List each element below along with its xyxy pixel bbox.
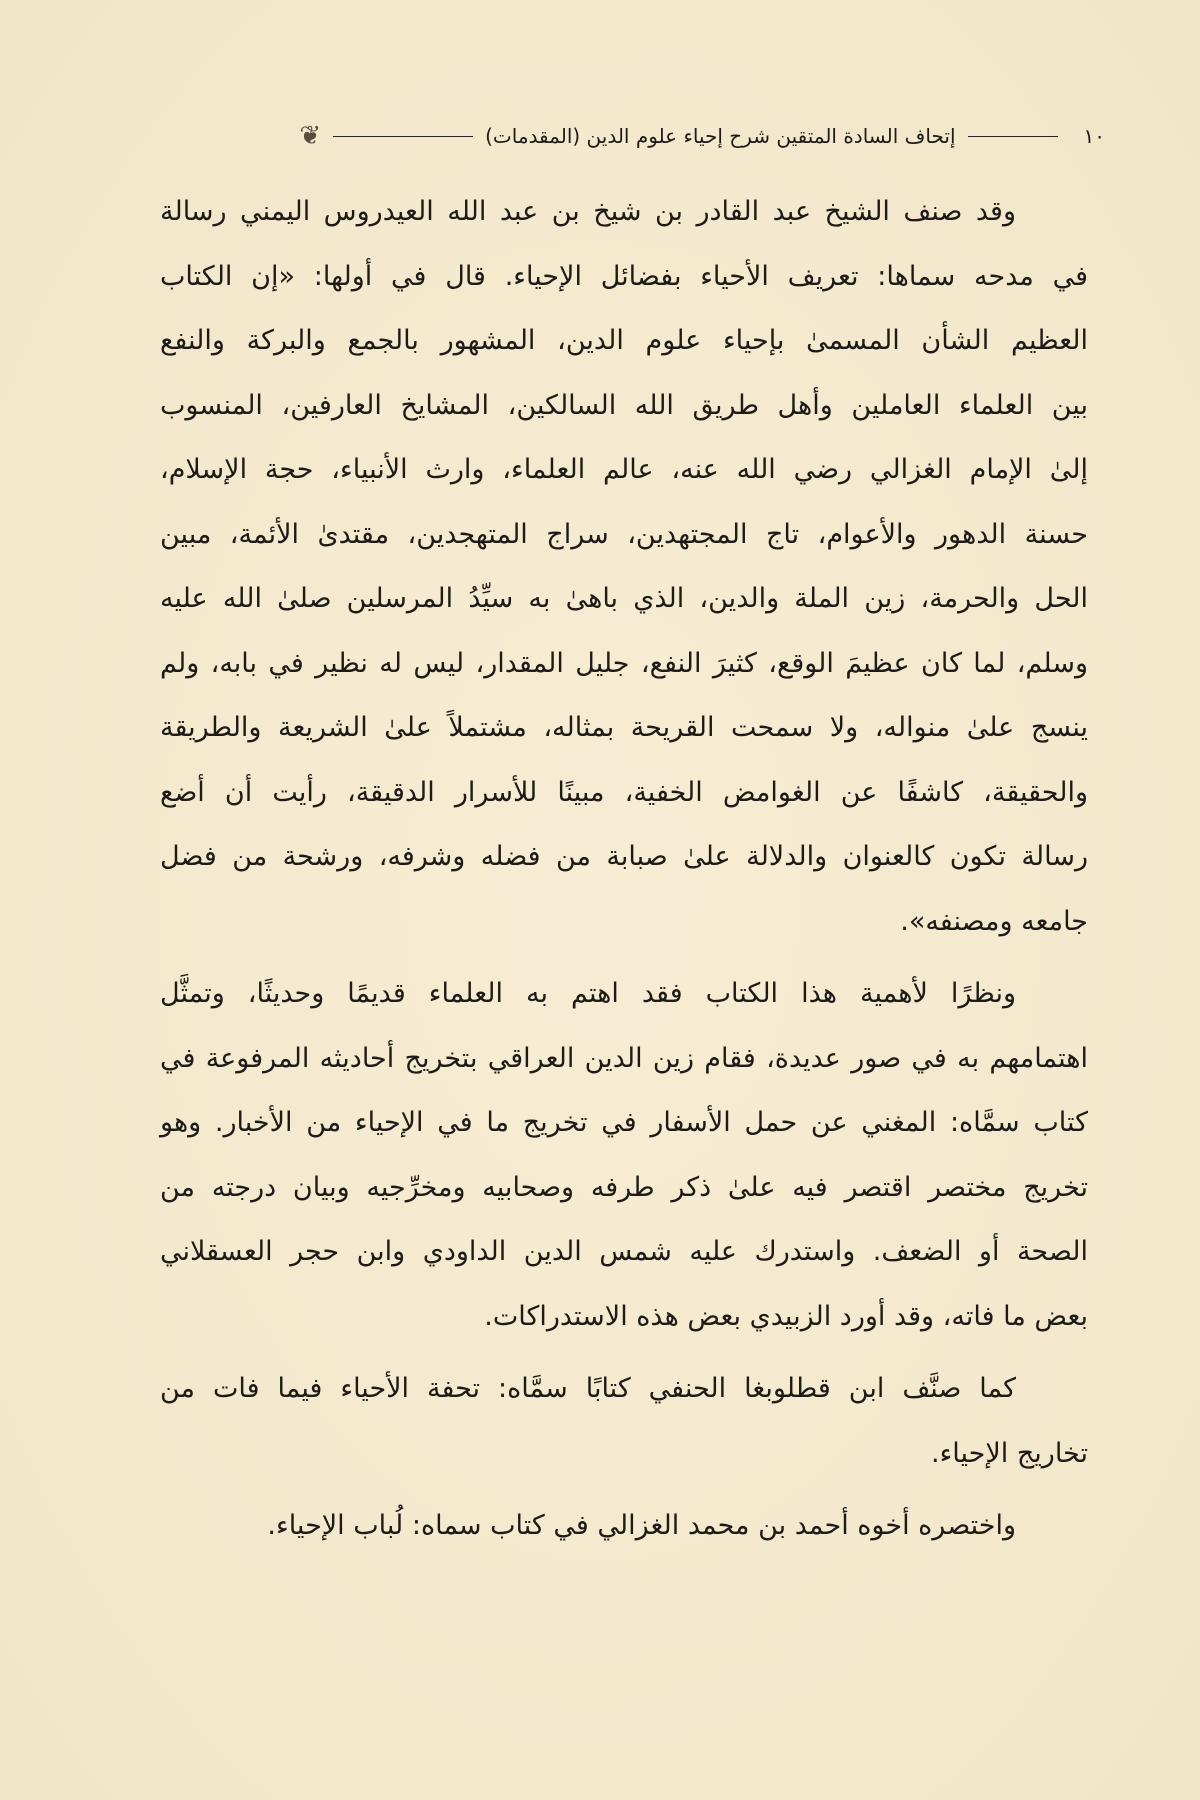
text-line: وقد صنف الشيخ عبد القادر بن شيخ بن عبد الله العيدروس اليمني رسالة: [160, 196, 1016, 227]
text-line: جامعه ومصنفه».: [900, 905, 1088, 937]
text-line: كما صنَّف ابن قطلوبغا الحنفي كتابًا سمَّاه: تحفة الأحياء فيما فات من: [160, 1373, 1016, 1404]
text-line: اهتمامهم به في صور عديدة، فقام زين الدين العراقي بتخريج أحاديثه المرفوعة في: [160, 1042, 1088, 1074]
text-line: بعض ما فاته، وقد أورد الزبيدي بعض هذه الاستدراكات.: [484, 1300, 1088, 1332]
text-line: تخريج مختصر اقتصر فيه علىٰ ذكر طرفه وصحابيه ومخرِّجيه وبيان درجته من: [160, 1171, 1088, 1203]
text-line: ينسج علىٰ منواله، ولا سمحت القريحة بمثاله، مشتملاً علىٰ الشريعة والطريقة: [160, 712, 1088, 743]
text-line: والحقيقة، كاشفًا عن الغوامض الخفية، مبينًا للأسرار الدقيقة، رأيت أن أضع: [160, 776, 1088, 808]
paragraph: [160, 180, 1088, 954]
paragraph-gap: [160, 1349, 1088, 1357]
text-line: بين العلماء العاملين وأهل طريق الله السالكين، المشايخ العارفين، المنسوب: [160, 389, 1088, 421]
text-line: في مدحه سماها: تعريف الأحياء بفضائل الإحياء. قال في أولها: «إن الكتاب: [160, 260, 1088, 292]
page-number: ١٠: [1083, 124, 1105, 148]
header-rule: [968, 136, 1058, 137]
text-line: كتاب سمَّاه: المغني عن حمل الأسفار في تخريج ما في الإحياء من الأخبار. وهو: [160, 1107, 1088, 1138]
text-line: العظيم الشأن المسمىٰ بإحياء علوم الدين، المشهور بالجمع والبركة والنفع: [160, 325, 1088, 356]
text-line: رسالة تكون كالعنوان والدلالة علىٰ صبابة من فضله وشرفه، ورشحة من فضل: [160, 841, 1088, 872]
page-body: [160, 180, 1088, 1559]
paragraph-gap: [160, 1486, 1088, 1494]
paragraph: [160, 962, 1088, 1349]
text-line: وسلم، لما كان عظيمَ الوقع، كثيرَ النفع، جليل المقدار، ليس له نظير في بابه، ولم: [160, 647, 1088, 679]
running-header: [105, 118, 1105, 154]
floral-ornament-icon: ❦: [299, 121, 322, 151]
text-line: تخاريج الإحياء.: [931, 1437, 1088, 1469]
text-line: الصحة أو الضعف. واستدرك عليه شمس الدين الداودي وابن حجر العسقلاني: [160, 1236, 1088, 1267]
paragraph: [160, 1357, 1088, 1486]
paragraph: [160, 1494, 1088, 1559]
text-line: إلىٰ الإمام الغزالي رضي الله عنه، عالم العلماء، وارث الأنبياء، حجة الإسلام،: [160, 454, 1088, 485]
header-rule: [333, 136, 473, 137]
text-line: ونظرًا لأهمية هذا الكتاب فقد اهتم به العلماء قديمًا وحديثًا، وتمثَّل: [160, 978, 1016, 1009]
paragraph-gap: [160, 954, 1088, 962]
text-line: الحل والحرمة، زين الملة والدين، الذي باهىٰ به سيِّدُ المرسلين صلىٰ الله عليه: [160, 583, 1088, 614]
text-line: واختصره أخوه أحمد بن محمد الغزالي في كتاب سماه: لُباب الإحياء.: [267, 1510, 1016, 1541]
text-line: حسنة الدهور والأعوام، تاج المجتهدين، سراج المتهجدين، مقتدىٰ الأئمة، مبين: [160, 518, 1088, 550]
book-title: إتحاف السادة المتقين شرح إحياء علوم الدين (المقدمات): [485, 124, 956, 148]
